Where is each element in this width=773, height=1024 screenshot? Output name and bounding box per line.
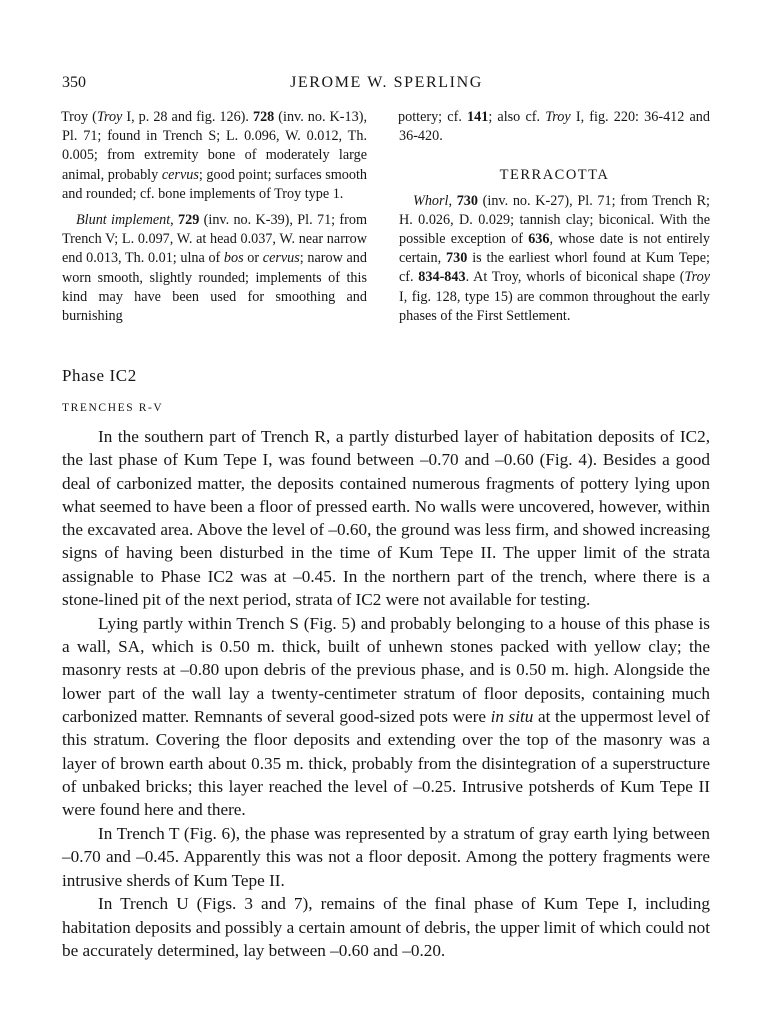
left-column — [62, 108, 367, 326]
entry-title: Whorl — [413, 192, 449, 209]
body-paragraph-trench-r: In the southern part of Trench R, a partly disturbed layer of habitation deposits of IC2, the last phase of Kum Tepe I, was found between –0.70 and –0.60 (Fig. 4). Besides a good deal of carbonized matter, the deposits contained numerous fragments of pottery lying upon what seemed to have been a floor of pressed earth. No walls were uncovered, however, within the excavated area. Above the level of –0.60, the ground was less firm, and showed increasing signs of having been disturbed in the time of Kum Tepe II. The upper limit of the strata assignable to Phase IC2 was at –0.45. In the northern part of the trench, where there is a stone-lined pit of the next period, strata of IC2 were not available for testing. — [62, 427, 710, 610]
body-paragraph-trench-s: Lying partly within Trench S (Fig. 5) and probably belonging to a house of this phase is a wall, SA, which is 0.50 m. thick, built of unhewn stones packed with yellow clay; the masonry rests at –0.80 upon debris of the previous phase, and is 0.50 m. high. Alongside the lower part of the wall lay a twenty-centimeter stratum of floor deposits, containing much carbonized matter. Remnants of several good-sized pots were in situ at the uppermost level of this stratum. Covering the floor deposits and extending over the top of the masonry was a layer of brown earth about 0.35 m. thick, probably from the disintegration of a superstructure of unbaked bricks; this layer reached the level of –0.25. Intrusive potsherds of Kum Tepe II were found here and there. — [62, 613, 710, 820]
right-column — [399, 108, 710, 326]
body-text — [62, 425, 710, 962]
catalog-entry-728: Troy (Troy I, p. 28 and fig. 126). 728 (inv. no. K-13), Pl. 71; found in Trench S; L. 0.096, W. 0.012, Th. 0.005; from extremity bone of moderately large animal, probably cervus; good point; surfaces smooth and rounded; cf. bone implements of Troy type 1. — [61, 109, 367, 202]
running-head: JEROME W. SPERLING — [290, 74, 483, 91]
catalog-number: 729 — [178, 212, 200, 229]
catalog-entry-729: Blunt implement, 729 (inv. no. K-39), Pl. 71; from Trench V; L. 0.097, W. at head 0.037, W. near narrow end 0.013, Th. 0.01; ulna of bos or cervus; narow and worn smooth, slightly rounded; implements of this kind may have been used for smoothing and burnishing — [62, 212, 368, 325]
trench-heading: TRENCHES R-V — [62, 402, 164, 414]
section-title-terracotta: TERRACOTTA — [499, 167, 610, 184]
body-paragraph-trench-u: In Trench U (Figs. 3 and 7), remains of the final phase of Kum Tepe I, including habitation deposits and possibly a certain amount of debris, the upper limit of which could not be accurately determined, lay between –0.60 and –0.20. — [62, 894, 710, 961]
catalog-entry-730: Whorl, 730 (inv. no. K-27), Pl. 71; from Trench R; H. 0.026, D. 0.029; tannish clay; biconical. With the possible exception of 636, whose date is not entirely certain, 730 is the earliest whorl found at Kum Tepe; cf. 834-843. At Troy, whorls of biconical shape (Troy I, fig. 128, type 15) are common throughout the early phases of the First Settlement. — [399, 192, 711, 324]
phase-heading: Phase IC2 — [62, 366, 137, 385]
catalog-number: 728 — [252, 109, 275, 125]
entry-title: Blunt implement — [76, 212, 171, 229]
catalog-entry-continuation: pottery; cf. 141; also cf. Troy I, fig. 220: 36-412 and 36-420. — [398, 109, 710, 145]
body-paragraph-trench-t: In Trench T (Fig. 6), the phase was represented by a stratum of gray earth lying between –0.70 and –0.45. Apparently this was not a floor deposit. Among the pottery fragments were intrusive sherds of Kum Tepe II. — [62, 824, 710, 890]
page-number: 350 — [62, 74, 86, 91]
